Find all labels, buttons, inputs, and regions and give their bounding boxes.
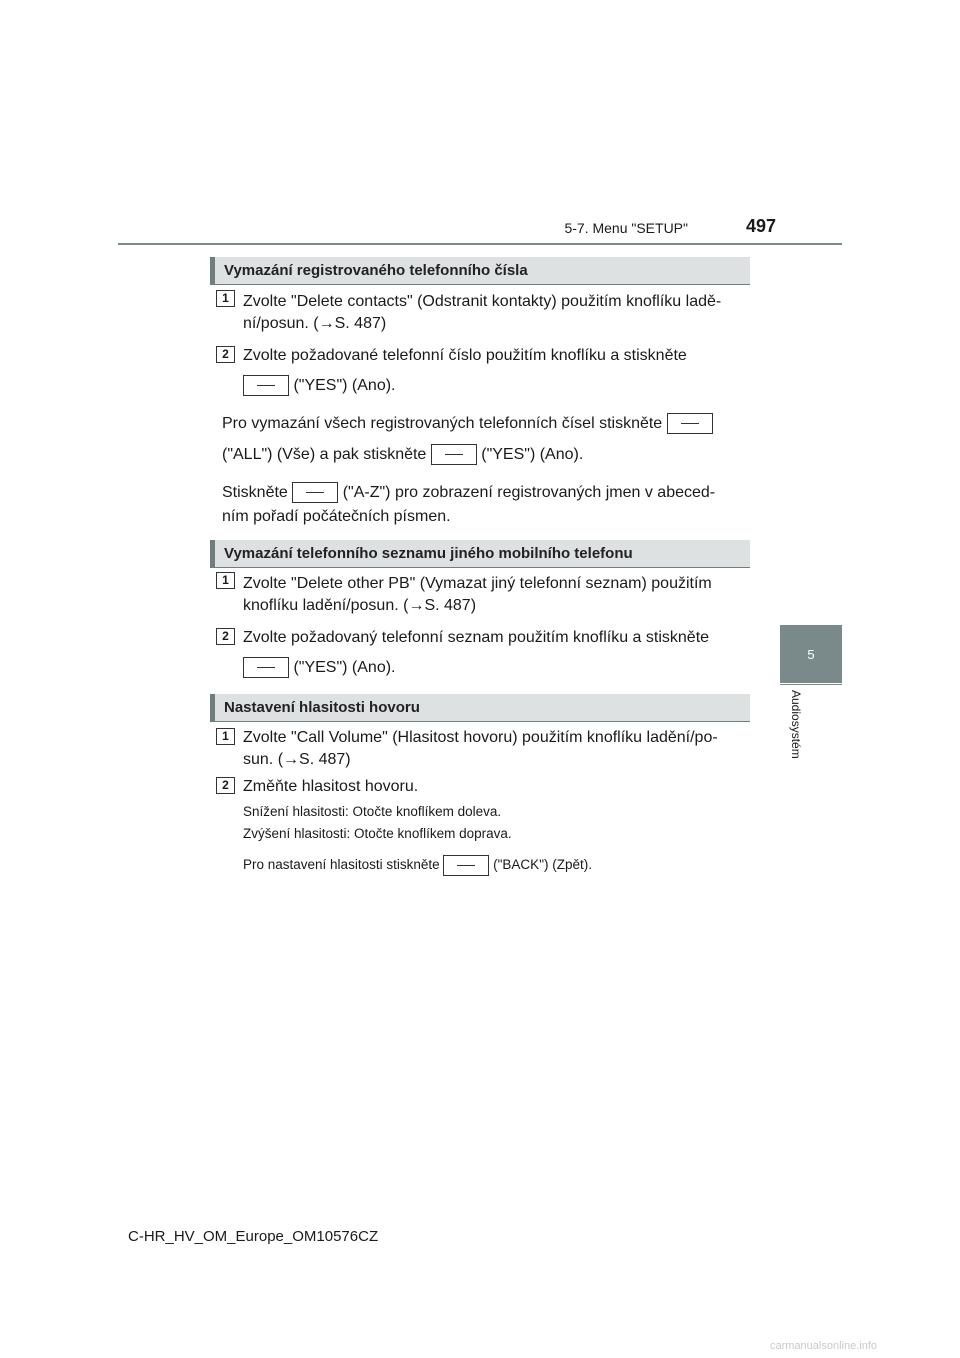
chapter-heading: 5-7. Menu "SETUP" <box>564 220 688 236</box>
note-text: Stiskněte <box>222 484 288 501</box>
chapter-tab <box>780 625 842 683</box>
note-text-line <box>222 481 715 505</box>
step-text: ní/posun. (→S. 487) <box>243 315 387 332</box>
page-number: 497 <box>745 216 776 236</box>
note-text-line <box>222 443 583 467</box>
control-button-icon <box>431 444 477 465</box>
control-button-icon <box>243 375 289 396</box>
document-code: C-HR_HV_OM_Europe_OM10576CZ <box>128 1228 379 1245</box>
note-text: ("BACK") (Zpět). <box>493 857 592 873</box>
step-text-line <box>243 656 396 680</box>
header-divider <box>118 243 842 245</box>
note-text-line <box>243 855 592 876</box>
note-text: Pro nastavení hlasitosti stiskněte <box>243 857 440 873</box>
chapter-tab-divider <box>780 684 842 685</box>
watermark: carmanualsonline.info <box>770 1340 878 1352</box>
control-button-icon <box>443 855 489 876</box>
step-number-badge: 1 <box>216 572 235 589</box>
chapter-tab-number: 5 <box>807 646 815 662</box>
step-number-badge: 1 <box>216 290 235 307</box>
note-text: ("YES") (Ano). <box>481 446 584 463</box>
step-text: Zvolte "Delete other PB" (Vymazat jiný telefonní seznam) použitím <box>243 575 712 592</box>
step-text: ("YES") (Ano). <box>293 659 396 676</box>
section-title: Nastavení hlasitosti hovoru <box>224 699 420 716</box>
step-text: Změňte hlasitost hovoru. <box>243 778 419 795</box>
note-text: ("A-Z") pro zobrazení registrovaných jmen v abeced- <box>342 484 716 501</box>
step-text: sun. (→S. 487) <box>243 751 351 768</box>
control-button-icon <box>243 657 289 678</box>
section-title-bar <box>210 694 750 722</box>
control-button-icon <box>667 413 713 434</box>
note-text: Snížení hlasitosti: Otočte knoflíkem doleva. <box>243 804 502 819</box>
section-title: Vymazání telefonního seznamu jiného mobilního telefonu <box>224 545 633 562</box>
chapter-tab-label: Audiosystém <box>789 690 803 759</box>
step-number-badge: 2 <box>216 346 235 363</box>
section-title-bar <box>210 257 750 285</box>
step-text: Zvolte "Call Volume" (Hlasitost hovoru) použitím knoflíku ladění/po- <box>243 729 718 746</box>
note-text: ním pořadí počátečních písmen. <box>222 508 451 525</box>
step-number-badge: 1 <box>216 728 235 745</box>
control-button-icon <box>292 482 338 503</box>
step-text: ("YES") (Ano). <box>293 377 396 394</box>
note-text-line <box>222 412 713 436</box>
step-text: Zvolte "Delete contacts" (Odstranit kontakty) použitím knoflíku ladě- <box>243 293 722 310</box>
note-text: Pro vymazání všech registrovaných telefonních čísel stiskněte <box>222 415 663 432</box>
step-text-line <box>243 374 396 398</box>
section-title-bar <box>210 540 750 568</box>
note-text: ("ALL") (Vše) a pak stiskněte <box>222 446 427 463</box>
step-number-badge: 2 <box>216 777 235 794</box>
step-number-badge: 2 <box>216 628 235 645</box>
step-text: Zvolte požadovaný telefonní seznam použitím knoflíku a stiskněte <box>243 629 710 646</box>
note-text: Zvýšení hlasitosti: Otočte knoflíkem doprava. <box>243 826 512 841</box>
step-text: Zvolte požadované telefonní číslo použitím knoflíku a stiskněte <box>243 347 687 364</box>
section-title: Vymazání registrovaného telefonního čísla <box>224 262 528 279</box>
step-text: knoflíku ladění/posun. (→S. 487) <box>243 597 477 614</box>
